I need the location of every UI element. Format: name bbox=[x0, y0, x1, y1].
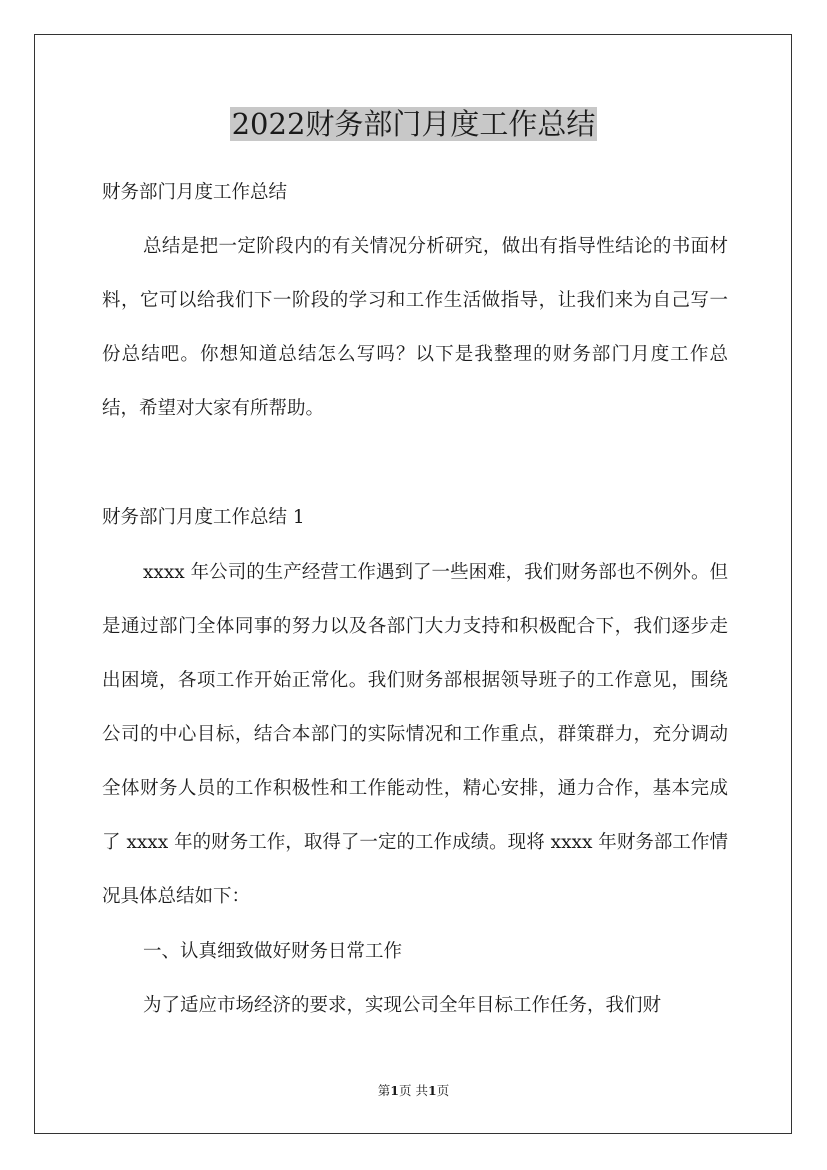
footer-page-prefix: 第 bbox=[377, 1083, 391, 1098]
document-subtitle: 财务部门月度工作总结 bbox=[102, 182, 288, 203]
document-title bbox=[0, 104, 827, 144]
footer-page-total: 1 bbox=[427, 1083, 437, 1098]
document-title-text: 2022财务部门月度工作总结 bbox=[231, 107, 596, 141]
intro-paragraph: 总结是把一定阶段内的有关情况分析研究，做出有指导性结论的书面材料，它可以给我们下一阶段的学习和工作生活做指导，让我们来为自己写一份总结吧。你想知道总结怎么写吗？以下是我整理的财务部门月度工作总结，希望对大家有所帮助。 bbox=[102, 236, 728, 419]
footer-page-current: 1 bbox=[390, 1083, 399, 1098]
subsection-1-paragraph: 为了适应市场经济的要求，实现公司全年目标工作任务，我们财 bbox=[143, 995, 662, 1016]
footer-page-mid: 页 共 bbox=[399, 1083, 428, 1098]
footer-page-suffix: 页 bbox=[436, 1083, 450, 1098]
page-footer bbox=[0, 1082, 827, 1100]
subsection-1-heading: 一、认真细致做好财务日常工作 bbox=[143, 941, 403, 962]
section-1-paragraph: xxxx 年公司的生产经营工作遇到了一些困难，我们财务部也不例外。但是通过部门全体同事的努力以及各部门大力支持和积极配合下，我们逐步走出困境，各项工作开始正常化。我们财务部根据领导班子的工作意见，围绕公司的中心目标，结合本部门的实际情况和工作重点，群策群力，充分调动全体财务人员的工作积极性和工作能动性，精心安排，通力合作，基本完成了 xxxx 年的财务工作，取得了一定的工作成绩。现将 xxxx 年财务部工作情况具体总结如下： bbox=[102, 562, 728, 907]
section-1-heading: 财务部门月度工作总结 1 bbox=[102, 507, 305, 528]
